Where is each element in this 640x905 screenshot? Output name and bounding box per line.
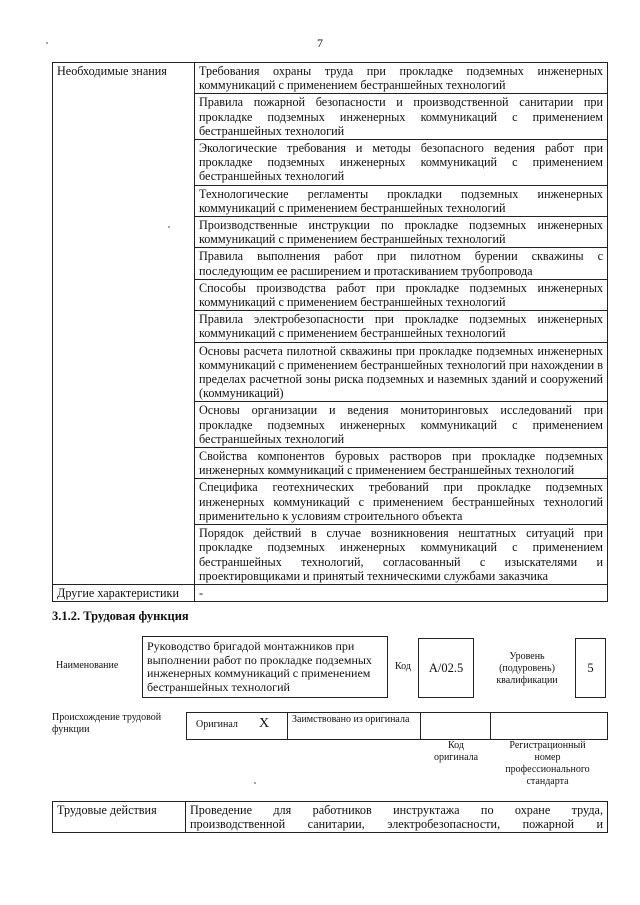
code-original-cell	[421, 713, 491, 739]
code-label: Код	[395, 661, 411, 672]
original-mark: X	[259, 716, 270, 731]
other-label: Другие характеристики	[53, 584, 195, 601]
knowledge-item: Технологические регламенты прокладки подземных инженерных коммуникаций с применением бестраншейных технологий	[195, 185, 608, 216]
knowledge-item: Правила выполнения работ при пилотном бурении скважины с последующим ее расширением и протаскиванием трубопровода	[195, 248, 608, 279]
borrowed-cell	[287, 713, 421, 739]
actions-line: Проведение для работников инструктажа по охране труда,	[190, 803, 603, 817]
function-name-box: Руководство бригадой монтажников при выполнении работ по прокладке подземных инженерных коммуникаций с применением бестраншейных технологий	[142, 636, 388, 698]
knowledge-item: Требования охраны труда при прокладке подземных инженерных коммуникаций с применением бестраншейных технологий	[195, 63, 608, 94]
borrowed-label: Заимствовано из оригинала	[292, 714, 410, 725]
knowledge-item: Способы производства работ при прокладке подземных инженерных коммуникаций с применением бестраншейных технологий	[195, 279, 608, 310]
level-box: 5	[575, 638, 606, 698]
knowledge-item: Порядок действий в случае возникновения нештатных ситуаций при прокладке подземных инженерных коммуникаций с применением бестраншейных технологий, согласованный с изыскателями и проектировщиками и принятый техническими службами заказчика	[195, 525, 608, 585]
scan-dot	[254, 782, 256, 784]
actions-table	[52, 801, 608, 833]
knowledge-label: Необходимые знания	[53, 63, 195, 585]
knowledge-item: Специфика геотехнических требований при прокладке подземных инженерных коммуникаций с применением бестраншейных технологий применительно к условиям строительного объекта	[195, 479, 608, 525]
level-label: Уровень (подуровень) квалификации	[496, 651, 558, 686]
function-code-box: А/02.5	[418, 638, 474, 698]
knowledge-item: Правила электробезопасности при прокладке подземных инженерных коммуникаций с применением бестраншейных технологий	[195, 311, 608, 342]
origin-row	[186, 712, 608, 740]
knowledge-item: Основы организации и ведения мониторинговых исследований при прокладке подземных инженерных коммуникаций с применением бестраншейных технологий	[195, 402, 608, 448]
actions-label: Трудовые действия	[53, 802, 186, 833]
section-title: 3.1.2. Трудовая функция	[52, 609, 189, 623]
knowledge-item: Производственные инструкции по прокладке подземных инженерных коммуникаций с применением бестраншейных технологий	[195, 217, 608, 248]
origin-label: Происхождение трудовой функции	[52, 712, 162, 735]
knowledge-item: Основы расчета пилотной скважины при прокладке подземных инженерных коммуникаций с применением бестраншейных технологий при нахождении в пределах расчетной зоны риска подземных и наземных зданий и сооружений (коммуникаций)	[195, 342, 608, 402]
code-original-caption: Код оригинала	[433, 740, 479, 763]
knowledge-row	[53, 63, 608, 94]
knowledge-item: Экологические требования и методы безопасного ведения работ при прокладке подземных инженерных коммуникаций с применением бестраншейных технологий	[195, 140, 608, 186]
knowledge-item: Правила пожарной безопасности и производственной санитарии при прокладке подземных инженерных коммуникаций с применением бестраншейных технологий	[195, 94, 608, 140]
original-label: Оригинал	[196, 719, 238, 730]
actions-text	[186, 802, 608, 833]
scan-dot	[46, 42, 48, 44]
reg-number-caption: Регистрационный номер профессионального стандарта	[505, 740, 590, 787]
page-number: 7	[317, 36, 323, 50]
knowledge-item: Свойства компонентов буровых растворов при прокладке подземных инженерных коммуникаций с применением бестраншейных технологий	[195, 448, 608, 479]
scan-dot	[168, 226, 170, 228]
other-row	[53, 584, 608, 601]
other-value: -	[195, 584, 608, 601]
reg-number-cell	[491, 713, 607, 739]
name-label: Наименование	[56, 660, 119, 671]
actions-line: производственной санитарии, электробезопасности, пожарной и	[190, 817, 603, 832]
knowledge-table	[52, 62, 608, 602]
original-cell	[187, 713, 287, 739]
